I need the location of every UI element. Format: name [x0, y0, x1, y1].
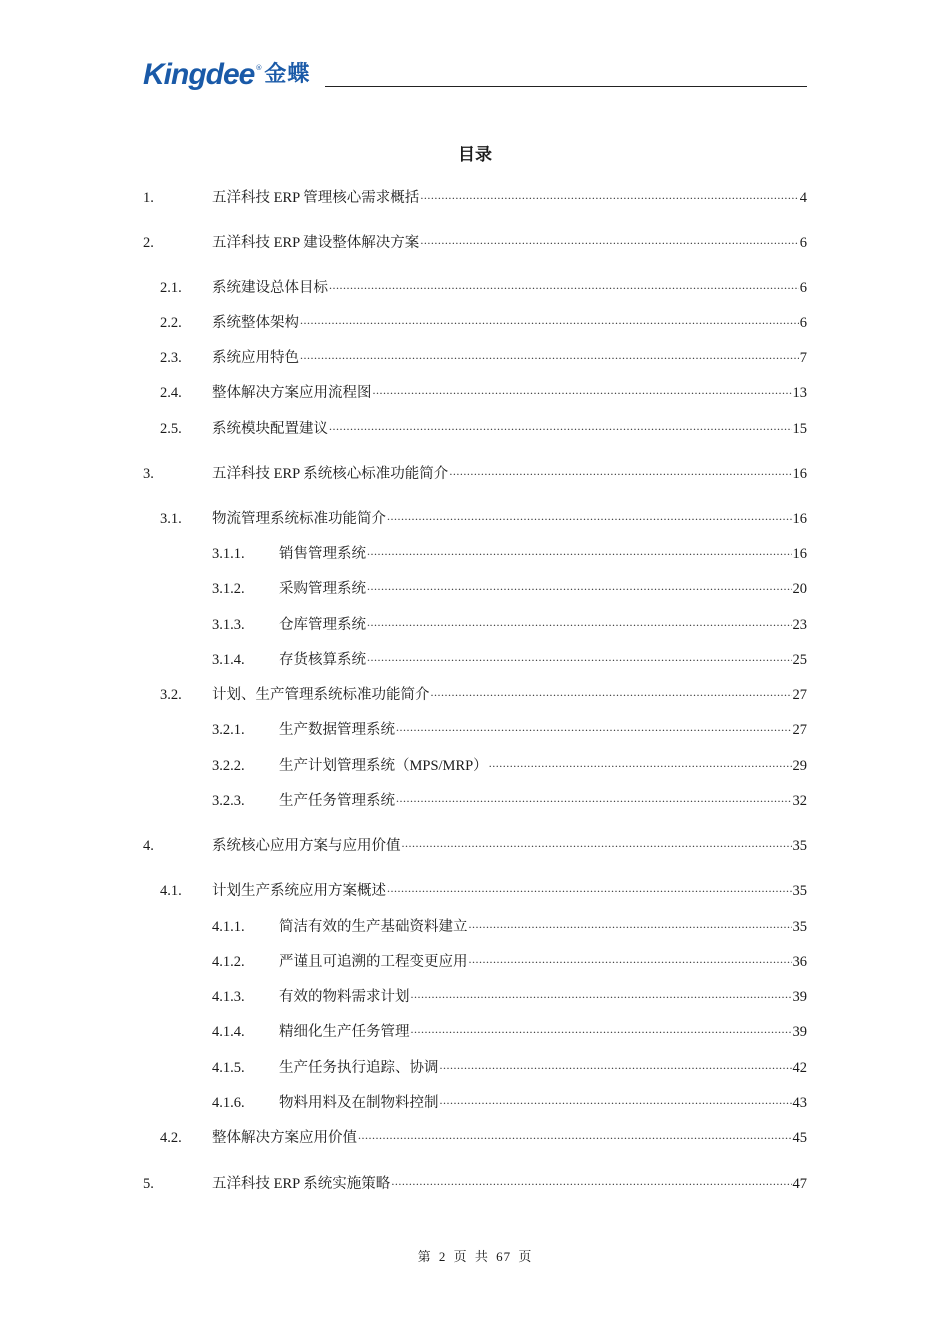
toc-entry-page-number: 47 — [792, 1176, 807, 1192]
dot-leader — [431, 685, 792, 699]
toc-entry[interactable] — [143, 312, 807, 334]
toc-entry-page-number: 43 — [792, 1095, 807, 1111]
toc-entry-page-number: 6 — [799, 315, 807, 331]
toc-entry-title: 五洋科技 ERP 系统核心标准功能简介 — [212, 466, 449, 482]
toc-entry-title: 销售管理系统 — [279, 546, 366, 562]
toc-entry-page-number: 25 — [792, 652, 807, 668]
toc-entry[interactable] — [143, 1092, 807, 1114]
toc-entry-page-number: 29 — [792, 758, 807, 774]
toc-entry[interactable] — [143, 951, 807, 973]
toc-entry[interactable] — [143, 277, 807, 299]
toc-entry-title: 简洁有效的生产基础资料建立 — [279, 919, 468, 935]
dot-leader — [449, 464, 791, 478]
logo-wordmark: Kingdee — [143, 58, 255, 91]
toc-entry[interactable] — [143, 187, 807, 209]
toc-entry-title: 存货核算系统 — [279, 652, 366, 668]
page-header — [143, 58, 807, 92]
toc-entry-number: 4.1.2. — [212, 954, 245, 970]
toc-entry-number: 2. — [143, 235, 154, 251]
toc-entry-title: 五洋科技 ERP 建设整体解决方案 — [212, 235, 420, 251]
toc-entry-number: 3.2.1. — [212, 722, 245, 738]
toc-entry-title: 生产数据管理系统 — [279, 722, 395, 738]
toc-entry-number: 1. — [143, 190, 154, 206]
toc-entry[interactable] — [143, 578, 807, 600]
toc-entry-page-number: 39 — [792, 1024, 807, 1040]
dot-leader — [411, 1022, 792, 1036]
dot-leader — [367, 579, 792, 593]
toc-entry-title: 五洋科技 ERP 系统实施策略 — [212, 1176, 391, 1192]
toc-entry-number: 3.2. — [160, 687, 182, 703]
dot-leader — [373, 383, 792, 397]
toc-entry[interactable] — [143, 916, 807, 938]
toc-entry-number: 4. — [143, 838, 154, 854]
dot-leader — [402, 836, 792, 850]
toc-entry[interactable] — [143, 835, 807, 857]
toc-entry-title: 物料用料及在制物料控制 — [279, 1095, 439, 1111]
toc-entry-title: 五洋科技 ERP 管理核心需求概括 — [212, 190, 420, 206]
toc-entry-title: 系统模块配置建议 — [212, 421, 328, 437]
dot-leader — [367, 615, 792, 629]
toc-entry-page-number: 6 — [799, 280, 807, 296]
toc-entry[interactable] — [143, 614, 807, 636]
toc-entry-title: 有效的物料需求计划 — [279, 989, 410, 1005]
toc-entry-title: 严谨且可追溯的工程变更应用 — [279, 954, 468, 970]
toc-entry-page-number: 32 — [792, 793, 807, 809]
toc-entry-title: 物流管理系统标准功能简介 — [212, 511, 386, 527]
toc-entry-page-number: 36 — [792, 954, 807, 970]
dot-leader — [469, 952, 792, 966]
toc-entry[interactable] — [143, 1057, 807, 1079]
logo-chinese-name: 金蝶 — [264, 62, 311, 87]
toc-entry-title: 整体解决方案应用价值 — [212, 1130, 357, 1146]
kingdee-logo — [143, 58, 310, 92]
dot-leader — [358, 1128, 792, 1142]
dot-leader — [396, 720, 792, 734]
toc-entry-number: 3.2.2. — [212, 758, 245, 774]
toc-entry[interactable] — [143, 719, 807, 741]
toc-entry-title: 系统应用特色 — [212, 350, 299, 366]
toc-entry-number: 3.2.3. — [212, 793, 245, 809]
dot-leader — [300, 348, 799, 362]
toc-entry-number: 3.1.2. — [212, 581, 245, 597]
toc-entry-number: 4.1. — [160, 883, 182, 899]
toc-entry[interactable] — [143, 418, 807, 440]
dot-leader — [469, 917, 792, 931]
dot-leader — [367, 544, 792, 558]
toc-entry-page-number: 20 — [792, 581, 807, 597]
toc-entry-title: 生产任务管理系统 — [279, 793, 395, 809]
toc-entry-page-number: 35 — [792, 919, 807, 935]
toc-entry[interactable] — [143, 684, 807, 706]
toc-entry-title: 计划生产系统应用方案概述 — [212, 883, 386, 899]
toc-entry[interactable] — [143, 1021, 807, 1043]
toc-entry-page-number: 13 — [792, 385, 807, 401]
toc-entry[interactable] — [143, 755, 807, 777]
toc-entry[interactable] — [143, 790, 807, 812]
toc-entry-page-number: 16 — [792, 511, 807, 527]
toc-entry-number: 4.2. — [160, 1130, 182, 1146]
toc-entry-title: 采购管理系统 — [279, 581, 366, 597]
toc-entry-number: 4.1.3. — [212, 989, 245, 1005]
toc-entry[interactable] — [143, 649, 807, 671]
toc-entry-number: 4.1.1. — [212, 919, 245, 935]
dot-leader — [420, 188, 798, 202]
toc-entry-number: 4.1.4. — [212, 1024, 245, 1040]
dot-leader — [420, 233, 798, 247]
toc-entry-title: 计划、生产管理系统标准功能简介 — [212, 687, 430, 703]
toc-entry-number: 5. — [143, 1176, 154, 1192]
toc-entry-number: 3.1. — [160, 511, 182, 527]
toc-entry-page-number: 35 — [792, 883, 807, 899]
toc-entry-number: 3.1.4. — [212, 652, 245, 668]
toc-entry-title: 生产任务执行追踪、协调 — [279, 1060, 439, 1076]
toc-title: 目录 — [458, 145, 492, 165]
toc-entry-page-number: 39 — [792, 989, 807, 1005]
dot-leader — [329, 419, 792, 433]
dot-leader — [489, 756, 792, 770]
dot-leader — [391, 1174, 791, 1188]
toc-entry-title: 精细化生产任务管理 — [279, 1024, 410, 1040]
toc-entry[interactable] — [143, 880, 807, 902]
dot-leader — [387, 881, 792, 895]
dot-leader — [440, 1058, 792, 1072]
page-footer: 第 2 页 共 67 页 — [417, 1249, 533, 1264]
toc-entry-page-number: 42 — [792, 1060, 807, 1076]
toc-entry-number: 4.1.5. — [212, 1060, 245, 1076]
toc-entry-number: 3.1.3. — [212, 617, 245, 633]
toc-entry-number: 2.4. — [160, 385, 182, 401]
toc-entry[interactable] — [143, 508, 807, 530]
toc-entry-number: 3.1.1. — [212, 546, 245, 562]
toc-entry-title: 生产计划管理系统（MPS/MRP） — [279, 758, 488, 774]
logo-registered-mark: ® — [255, 64, 263, 72]
toc-entry-title: 整体解决方案应用流程图 — [212, 385, 372, 401]
dot-leader — [411, 987, 792, 1001]
toc-entry-title: 仓库管理系统 — [279, 617, 366, 633]
dot-leader — [387, 509, 792, 523]
toc-entry-page-number: 27 — [792, 722, 807, 738]
toc-entry-page-number: 27 — [792, 687, 807, 703]
toc-entry[interactable] — [143, 382, 807, 404]
toc-entry-page-number: 16 — [792, 546, 807, 562]
toc-entry-number: 2.5. — [160, 421, 182, 437]
toc-entry-number: 2.3. — [160, 350, 182, 366]
header-divider — [325, 86, 807, 87]
toc-entry-number: 2.1. — [160, 280, 182, 296]
toc-entry-number: 4.1.6. — [212, 1095, 245, 1111]
toc-entry-page-number: 4 — [799, 190, 807, 206]
dot-leader — [329, 278, 799, 292]
toc-entry-page-number: 45 — [792, 1130, 807, 1146]
toc-entry-number: 3. — [143, 466, 154, 482]
toc-entry-page-number: 16 — [792, 466, 807, 482]
toc-entry[interactable] — [143, 463, 807, 485]
toc-entry-page-number: 6 — [799, 235, 807, 251]
toc-entry-title: 系统核心应用方案与应用价值 — [212, 838, 401, 854]
toc-entry[interactable] — [143, 347, 807, 369]
dot-leader — [367, 650, 792, 664]
toc-entry[interactable] — [143, 543, 807, 565]
toc-entry-number: 2.2. — [160, 315, 182, 331]
toc-entry-page-number: 7 — [799, 350, 807, 366]
toc-entry-page-number: 15 — [792, 421, 807, 437]
dot-leader — [300, 313, 799, 327]
dot-leader — [440, 1093, 792, 1107]
toc-entry[interactable] — [143, 986, 807, 1008]
toc-entry[interactable] — [143, 1173, 807, 1195]
dot-leader — [396, 791, 792, 805]
toc-entry-title: 系统整体架构 — [212, 315, 299, 331]
toc-entry[interactable] — [143, 232, 807, 254]
toc-entry[interactable] — [143, 1127, 807, 1149]
toc-entry-page-number: 35 — [792, 838, 807, 854]
toc-entry-title: 系统建设总体目标 — [212, 280, 328, 296]
toc-entry-page-number: 23 — [792, 617, 807, 633]
